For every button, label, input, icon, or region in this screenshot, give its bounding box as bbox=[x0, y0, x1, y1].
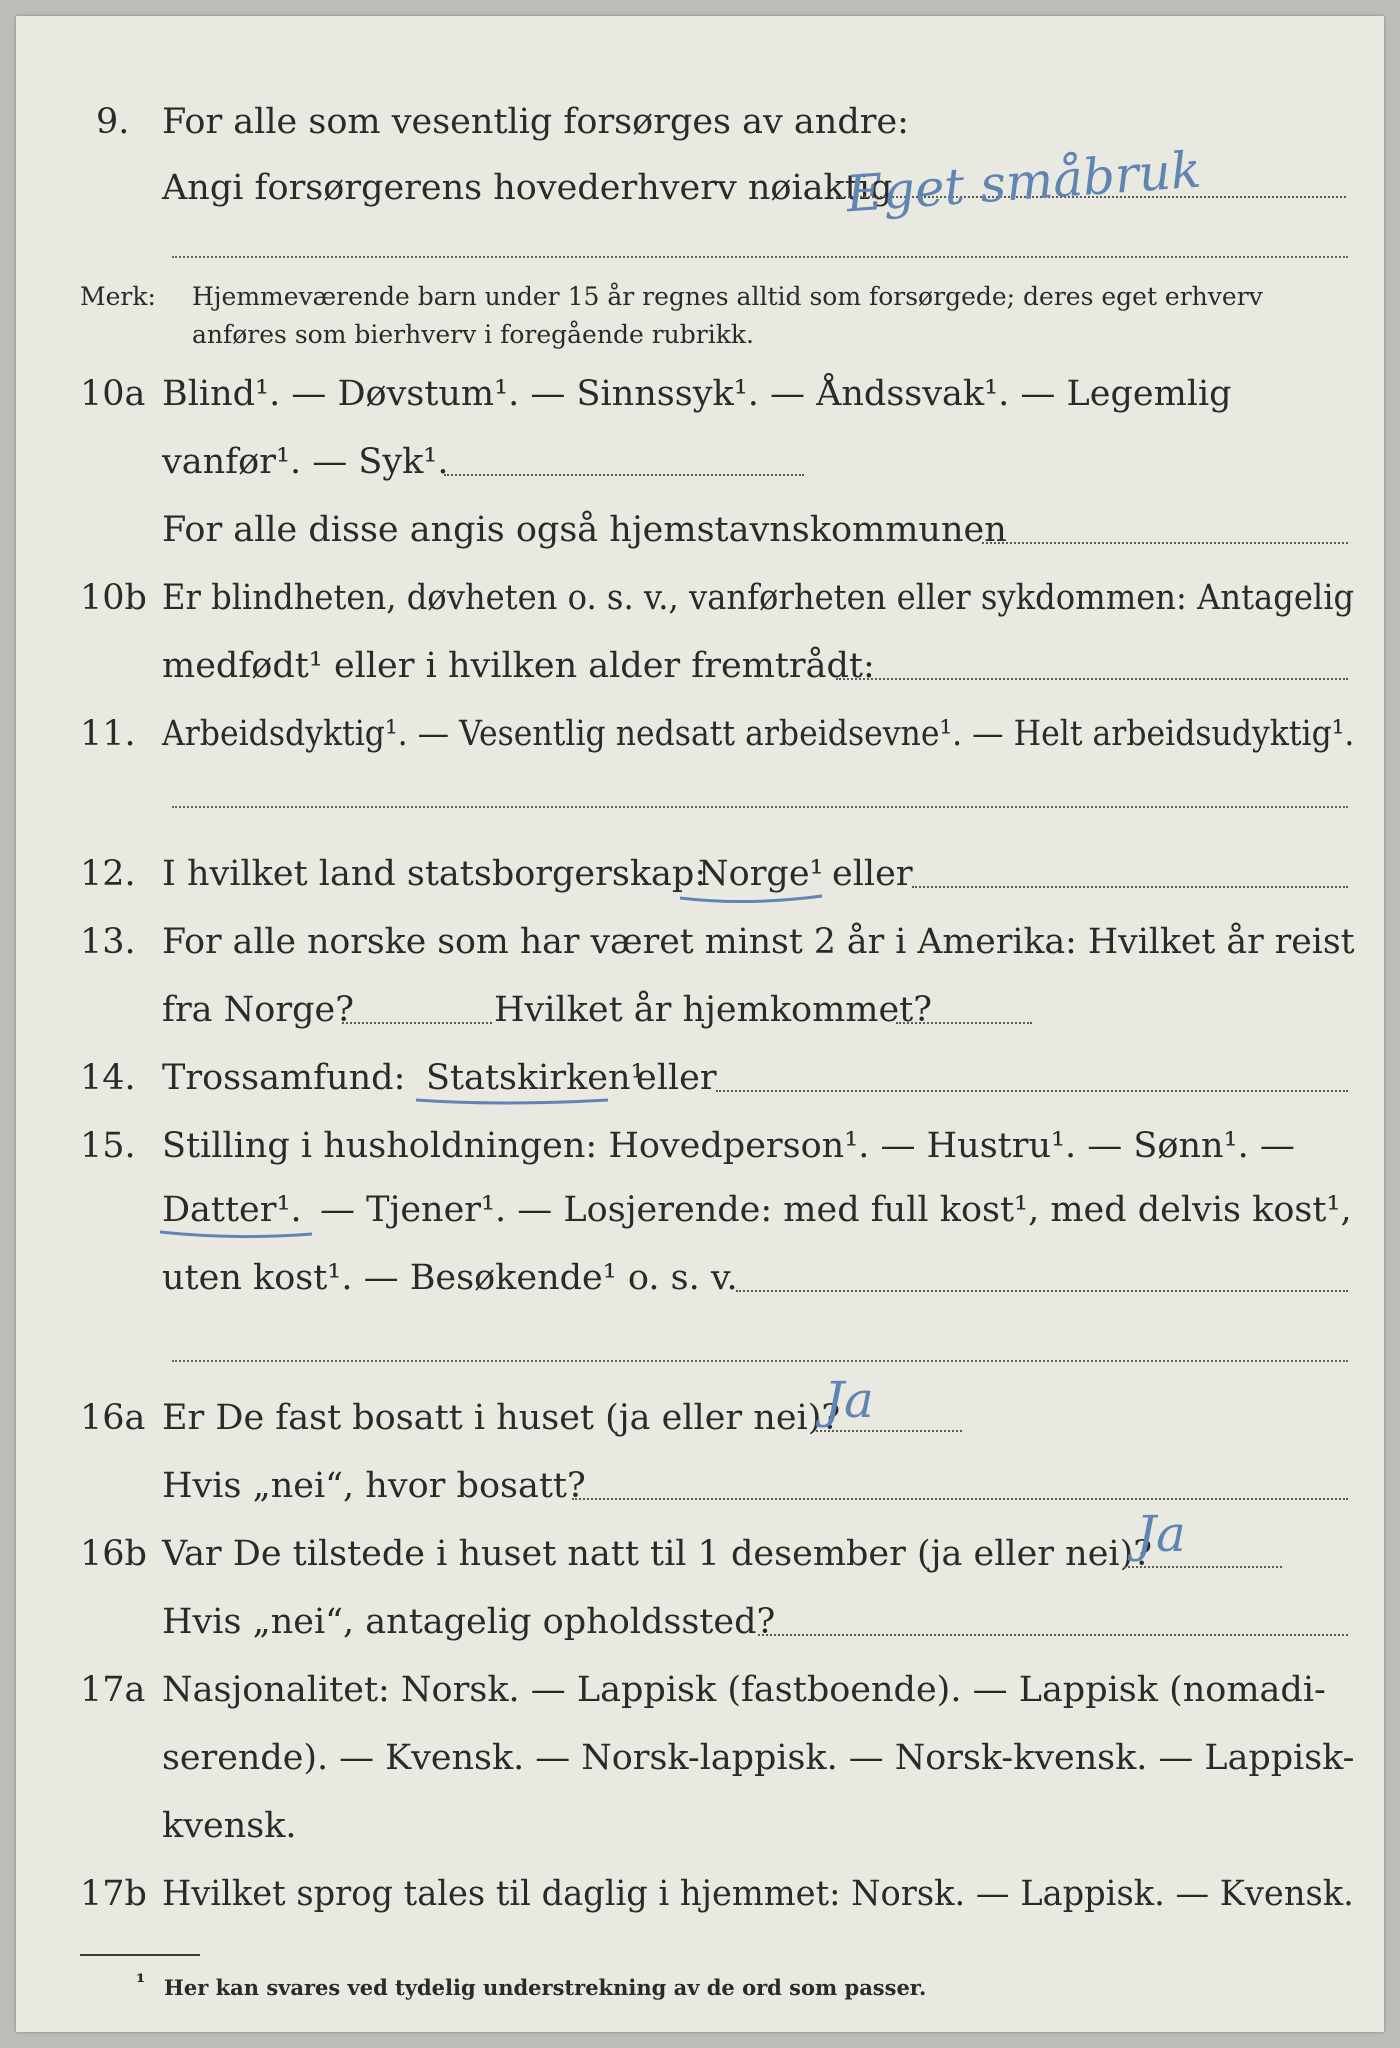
q16a-answer-dots bbox=[816, 1430, 962, 1432]
footnote-mark: ¹ bbox=[136, 1969, 146, 1994]
merk-line1: Hjemmeværende barn under 15 år regnes alltid som forsørgede; deres eget erhverv bbox=[192, 282, 1263, 311]
q16a-number: 16a bbox=[80, 1398, 146, 1438]
q14-number: 14. bbox=[80, 1058, 136, 1098]
q12-suffix: eller bbox=[832, 854, 913, 894]
census-form-page bbox=[16, 16, 1384, 2032]
q11-number: 11. bbox=[80, 714, 136, 754]
q16a-bosatt-dots bbox=[572, 1498, 1348, 1500]
q11-blank-line bbox=[172, 806, 1348, 808]
q16b-answer-dots bbox=[1124, 1566, 1282, 1568]
q14-statskirken-underline bbox=[412, 1092, 612, 1112]
q14-dots bbox=[716, 1090, 1348, 1092]
q12-prefix: I hvilket land statsborgerskap: bbox=[162, 854, 707, 894]
q15-blank-line bbox=[172, 1360, 1348, 1362]
q13-line2b: Hvilket år hjemkommet? bbox=[494, 990, 933, 1030]
q16a-line2: Hvis „nei“, hvor bosatt? bbox=[162, 1466, 586, 1506]
q15-number: 15. bbox=[80, 1126, 136, 1166]
q17b-line1: Hvilket sprog tales til daglig i hjemmet: Norsk. — Lappisk. — Kvensk. bbox=[162, 1874, 1354, 1914]
q9-line1: For alle som vesentlig forsørges av andre: bbox=[162, 102, 909, 142]
q16b-opholdssted-dots bbox=[758, 1634, 1348, 1636]
q14-prefix: Trossamfund: bbox=[162, 1058, 406, 1098]
q14-statskirken: Statskirken¹ bbox=[426, 1058, 645, 1098]
q13-number: 13. bbox=[80, 922, 136, 962]
q17a-number: 17a bbox=[80, 1670, 146, 1710]
q15-line1: Stilling i husholdningen: Hovedperson¹. — Hustru¹. — Sønn¹. — bbox=[162, 1126, 1295, 1166]
q10a-line1: Blind¹. — Døvstum¹. — Sinnssyk¹. — Åndssvak¹. — Legemlig bbox=[162, 374, 1232, 414]
q9-blank-line bbox=[172, 256, 1348, 258]
q15-line2-rest: — Tjener¹. — Losjerende: med full kost¹, med delvis kost¹, bbox=[320, 1190, 1352, 1230]
merk-line2: anføres som bierhverv i foregående rubrikk. bbox=[192, 320, 754, 349]
q16b-line1: Var De tilstede i huset natt til 1 desember (ja eller nei)? bbox=[162, 1534, 1153, 1574]
q9-number: 9. bbox=[96, 102, 130, 142]
q15-line3: uten kost¹. — Besøkende¹ o. s. v. bbox=[162, 1258, 738, 1298]
q17b-number: 17b bbox=[80, 1874, 147, 1914]
q17a-line2: serende). — Kvensk. — Norsk-lappisk. — Norsk-kvensk. — Lappisk- bbox=[162, 1738, 1355, 1778]
q12-number: 12. bbox=[80, 854, 136, 894]
q10a-kommune-dots bbox=[982, 542, 1348, 544]
q10a-number: 10a bbox=[80, 374, 146, 414]
footnote-rule bbox=[80, 1954, 200, 1956]
q16a-handwritten-answer: Ja bbox=[824, 1371, 874, 1429]
q13-reist-dots bbox=[342, 1022, 492, 1024]
q15-datter: Datter¹. bbox=[162, 1190, 302, 1230]
q16b-number: 16b bbox=[80, 1534, 147, 1574]
q10b-line1: Er blindheten, døvheten o. s. v., vanførheten eller sykdommen: Antagelig bbox=[162, 578, 1355, 618]
q10a-syk-dots bbox=[444, 474, 804, 476]
q10b-line2: medfødt¹ eller i hvilken alder fremtrådt: bbox=[162, 646, 875, 686]
q14-suffix: eller bbox=[636, 1058, 717, 1098]
q16b-handwritten-answer: Ja bbox=[1136, 1505, 1186, 1563]
q12-norge-underline bbox=[676, 890, 826, 910]
q12-dots bbox=[912, 886, 1348, 888]
q13-line2a: fra Norge? bbox=[162, 990, 354, 1030]
q10b-dots bbox=[836, 678, 1348, 680]
q11-line1: Arbeidsdyktig¹. — Vesentlig nedsatt arbeidsevne¹. — Helt arbeidsudyktig¹. bbox=[162, 714, 1355, 754]
q10a-line2: vanfør¹. — Syk¹. bbox=[162, 442, 449, 482]
q16a-line1: Er De fast bosatt i huset (ja eller nei)? bbox=[162, 1398, 841, 1438]
q10b-number: 10b bbox=[80, 578, 147, 618]
q15-dots bbox=[736, 1290, 1348, 1292]
q13-hjem-dots bbox=[896, 1022, 1032, 1024]
q12-norge: Norge¹ bbox=[698, 854, 824, 894]
q15-datter-underline bbox=[156, 1226, 316, 1246]
q16b-line2: Hvis „nei“, antagelig opholdssted? bbox=[162, 1602, 776, 1642]
footnote-text: Her kan svares ved tydelig understrekning av de ord som passer. bbox=[164, 1975, 927, 2000]
q13-line1: For alle norske som har været minst 2 år i Amerika: Hvilket år reist bbox=[162, 922, 1355, 962]
q9-handwritten-answer: Eget småbruk bbox=[844, 140, 1203, 224]
q9-line2: Angi forsørgerens hovederhverv nøiaktig bbox=[162, 168, 893, 208]
q10a-line3: For alle disse angis også hjemstavnskommunen bbox=[162, 510, 1007, 550]
q17a-line3: kvensk. bbox=[162, 1806, 297, 1846]
q17a-line1: Nasjonalitet: Norsk. — Lappisk (fastboende). — Lappisk (nomadi- bbox=[162, 1670, 1326, 1710]
merk-label: Merk: bbox=[80, 282, 156, 311]
